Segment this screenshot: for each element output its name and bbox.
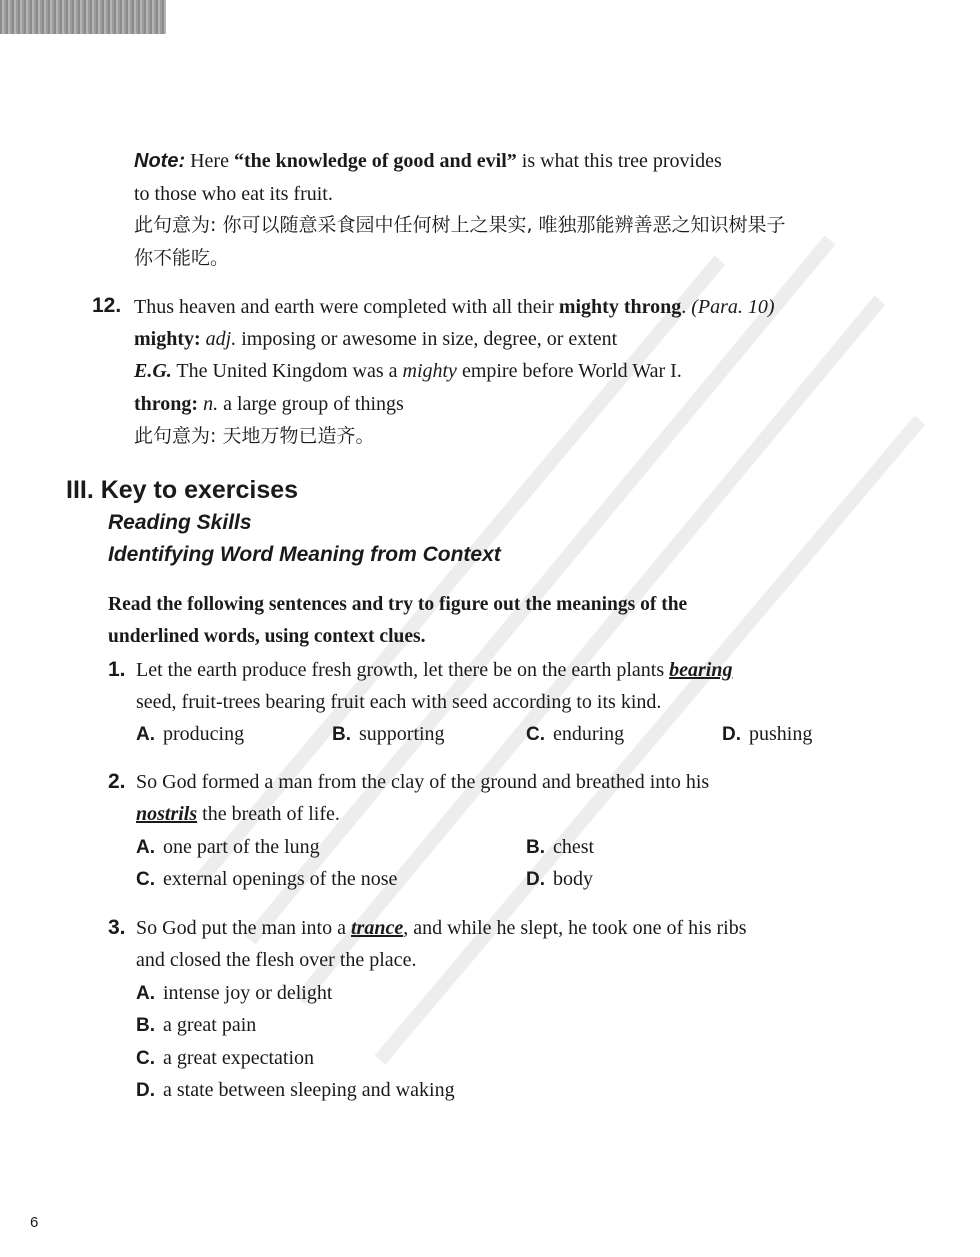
q3-option-d-text: a state between sleeping and waking <box>163 1079 455 1101</box>
q1-option-b[interactable] <box>332 722 445 747</box>
item-12-cn: 此句意为: 天地万物已造齐。 <box>134 425 375 447</box>
item-12-number: 12. <box>92 294 122 317</box>
q2-option-b[interactable] <box>526 835 594 860</box>
q1-option-d-text: pushing <box>749 723 813 745</box>
corner-texture <box>0 0 166 34</box>
eg-word: mighty <box>402 360 457 382</box>
item-12-example <box>134 359 682 383</box>
throng-pos: n. <box>203 393 219 415</box>
q1-line-1-pre: Let the earth produce fresh growth, let there be on the earth plants <box>136 659 670 681</box>
q2-underlined-word: nostrils <box>136 803 198 825</box>
q3-option-c-text: a great expectation <box>163 1047 315 1069</box>
q1-option-c-text: enduring <box>553 723 625 745</box>
q3-number: 3. <box>108 916 126 939</box>
q2-option-b-letter: B. <box>526 837 545 858</box>
q3-line-2: and closed the flesh over the place. <box>136 949 417 971</box>
item-12-mighty-def <box>134 327 617 351</box>
q3-option-c-letter: C. <box>136 1048 155 1069</box>
q3-line-1 <box>136 916 746 940</box>
note-cn-line-2: 你不能吃。 <box>134 247 230 269</box>
mighty-pos: adj. <box>205 328 237 350</box>
q1-underlined-word: bearing <box>669 659 733 681</box>
q2-option-a-text: one part of the lung <box>163 836 320 858</box>
q2-option-c[interactable] <box>136 867 397 892</box>
q1-option-d-letter: D. <box>722 724 741 745</box>
q3-option-a-text: intense joy or delight <box>163 982 333 1004</box>
item-12-sentence <box>134 295 775 319</box>
instructions-line-1: Read the following sentences and try to figure out the meanings of the <box>108 594 688 615</box>
q2-line-2-post: the breath of life. <box>197 803 340 825</box>
q3-option-d-letter: D. <box>136 1080 155 1101</box>
q2-option-d-letter: D. <box>526 869 545 890</box>
q2-option-a[interactable] <box>136 835 320 860</box>
section-subtitle-reading-skills: Reading Skills <box>108 511 252 534</box>
q2-option-b-text: chest <box>553 836 595 858</box>
q1-option-a-letter: A. <box>136 724 155 745</box>
item-12-para: (Para. 10) <box>691 296 775 318</box>
note-cn-line-1: 此句意为: 你可以随意采食园中任何树上之果实, 唯独那能辨善恶之知识树果子 <box>134 214 786 236</box>
q2-line-1: So God formed a man from the clay of the ground and breathed into his <box>136 771 710 793</box>
q1-option-b-text: supporting <box>359 723 445 745</box>
q2-option-c-letter: C. <box>136 869 155 890</box>
page-number: 6 <box>30 1214 39 1231</box>
item-12-sentence-bold: mighty throng <box>558 296 682 318</box>
q3-line-1-pre: So God put the man into a <box>136 917 351 939</box>
section-subtitle-word-meaning: Identifying Word Meaning from Context <box>108 543 501 566</box>
q2-option-d[interactable] <box>526 867 593 892</box>
instructions-line-2: underlined words, using context clues. <box>108 626 426 647</box>
q2-option-a-letter: A. <box>136 837 155 858</box>
mighty-word: mighty: <box>134 328 201 350</box>
q2-option-d-text: body <box>553 868 593 890</box>
q1-option-c[interactable] <box>526 722 624 747</box>
note-bold-phrase: “the knowledge of good and evil” <box>233 150 517 172</box>
note-line-1 <box>134 149 722 173</box>
q1-option-b-letter: B. <box>332 724 351 745</box>
q3-option-b-letter: B. <box>136 1015 155 1036</box>
note-pre: Here <box>190 150 234 172</box>
note-post: is what this tree provides <box>516 150 722 172</box>
q2-option-c-text: external openings of the nose <box>163 868 398 890</box>
q1-line-2: seed, fruit-trees bearing fruit each with seed according to its kind. <box>136 691 662 713</box>
q3-option-c[interactable] <box>136 1046 314 1071</box>
q1-option-d[interactable] <box>722 722 812 747</box>
eg-post: empire before World War I. <box>456 360 682 382</box>
q2-number: 2. <box>108 770 126 793</box>
q1-line-1 <box>136 658 732 682</box>
q3-line-1-post: , and while he slept, he took one of his ribs <box>403 917 747 939</box>
q1-number: 1. <box>108 658 126 681</box>
item-12-sentence-pre: Thus heaven and earth were completed with all their <box>134 296 559 318</box>
q3-option-b-text: a great pain <box>163 1014 257 1036</box>
item-12-sentence-post: . <box>681 296 692 318</box>
note-label: Note: <box>134 150 186 172</box>
q2-line-2 <box>136 802 340 826</box>
eg-pre: The United Kingdom was a <box>171 360 403 382</box>
section-title: III. Key to exercises <box>66 476 299 504</box>
mighty-definition: imposing or awesome in size, degree, or extent <box>236 328 618 350</box>
q3-option-a[interactable] <box>136 981 332 1006</box>
throng-definition: a large group of things <box>218 393 404 415</box>
q1-option-c-letter: C. <box>526 724 545 745</box>
note-line-2: to those who eat its fruit. <box>134 183 333 205</box>
q1-option-a[interactable] <box>136 722 244 747</box>
q3-option-d[interactable] <box>136 1078 455 1103</box>
q1-option-a-text: producing <box>163 723 245 745</box>
q3-underlined-word: trance <box>350 917 404 939</box>
throng-word: throng: <box>134 393 199 415</box>
item-12-throng-def <box>134 392 404 416</box>
q3-option-a-letter: A. <box>136 983 155 1004</box>
q3-option-b[interactable] <box>136 1013 256 1038</box>
eg-label: E.G. <box>134 360 172 382</box>
